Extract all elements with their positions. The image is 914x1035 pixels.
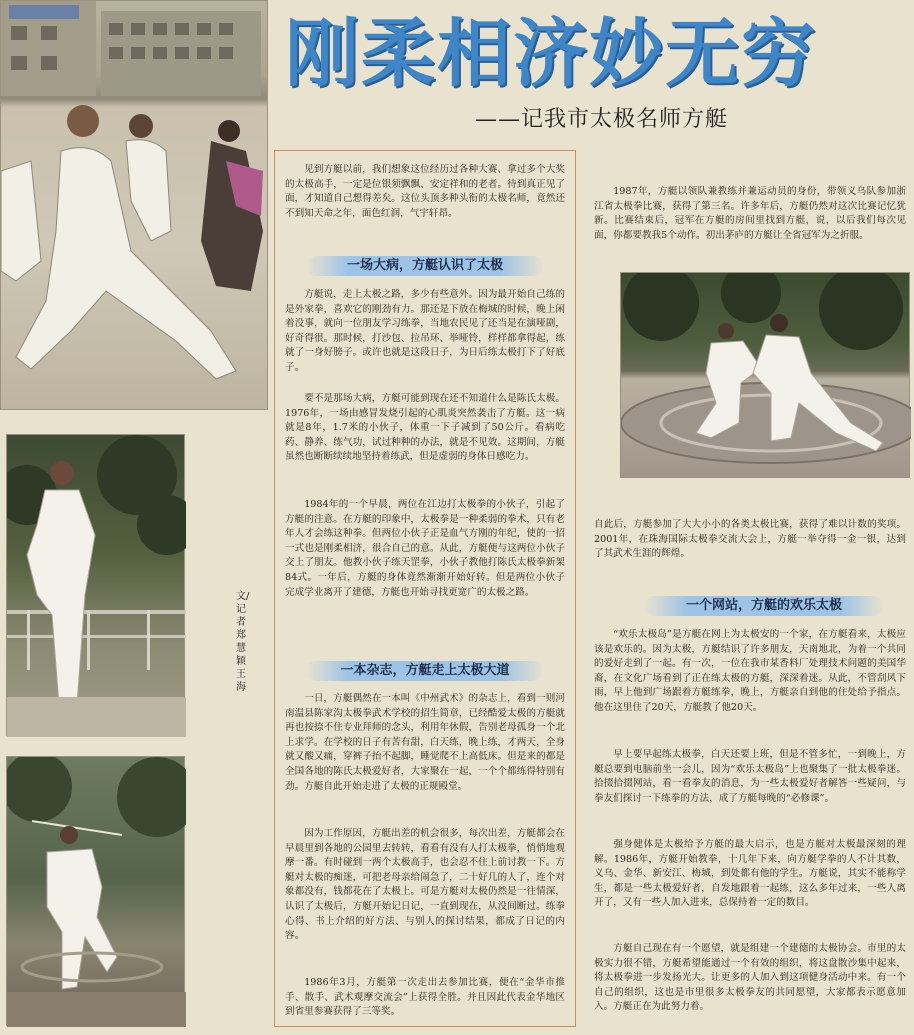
paragraph-body: 要不是那场大病，方艇可能到现在还不知道什么是陈氏太极。1976年，一场由感冒发烧引起的心肌炎突然袭击了方艇。这一病就是8年，1.7米的小伙子，体重一下子减到了50公斤。看病吃药、静养、练气功，试过种种的办法，就是不见效。这期间，方艇虽然也断断续续地坚持着练武，但是虚弱的身体日感吃力。 xyxy=(285,393,565,463)
paragraph-body: 一日，方艇偶然在一本叫《中州武术》的杂志上，看到一则河南温县陈家沟太极拳武术学校的招生简章，已经酷爱太极的方艇就再也按捺不住专业拜师的念头，利用年休假，告别老母孤身一个北上求学。在学校的日子有苦有甜，白天练，晚上练，才两天，全身就又酸又痛，穿裤子抬不起脚，睡觉爬不上高低床。但是来的都是全国各地的陈氏太极爱好者，大家聚在一起，一个个都练得特别有劲。方艇自此开始走进了太极的正规殿堂。 xyxy=(285,693,565,792)
photo-man-sword xyxy=(6,756,185,1026)
paragraph-body: 1986年3月，方艇第一次走出去参加比赛，便在“金华市推手、散手、武术观摩交流会”上获得全胜。并且因此代表金华地区到省里参赛获得了三等奖。 xyxy=(285,977,565,1018)
photo-woman-taiji xyxy=(6,434,185,736)
headline: 刚柔相济妙无穷 xyxy=(285,11,817,97)
subheadline: ——记我市太极名师方艇 xyxy=(475,107,729,132)
photo-push-hands xyxy=(620,272,910,478)
paragraph-body: 方艇说，走上太极之路，多少有些意外。因为最开始自己练的是外家拳，喜欢它的刚劲有力。那还是下放在梅城的时候，晚上闲着没事，就向一位朋友学习练拳，当地农民见了还当是在演哑剧，好奇得很。那时候，打沙包、拉吊环、举哑铃，样样都拿得起，练就了一身好膀子。或许也就是这段日子，为日后练太极打下了好底子。 xyxy=(285,289,565,373)
section-heading-website: 一个网站，方艇的欢乐太极 xyxy=(644,596,884,616)
man-sword-illustration xyxy=(7,757,186,1027)
paragraph-body: 因为工作原因，方艇出差的机会很多，每次出差，方艇都会在早晨里到各地的公园里去转转，看看有没有人打太极拳，悄悄地观摩一番。有时碰到一两个太极高手，也会忍不住上前讨教一下。方艇对太极的痴迷，可把老母亲给闹急了，二十好几的人了，连个对象都没有，钱都花在了太极上。可是方艇对太极仍然是一往情深，认识了太极后，方艇开始记日记，一直到现在，从没间断过。练拳心得、书上介绍的好方法、与别人的探讨结果，都成了日记的内容。 xyxy=(285,828,565,942)
paragraph-intro: 见到方艇以前，我们想象这位经历过各种大赛、拿过多个大奖的太极高手，一定是位银须飘飘、安定祥和的老者。待到真正见了面，才知道自己想得差矣。这位头顶多种头衔的太极名师，竟然还不到知天命之年，面色红润，气宇轩昂。 xyxy=(285,164,565,219)
paragraph-body: 自此后，方艇参加了大大小小的各类太极比赛，获得了难以计数的奖项。2001年，在珠海国际太极拳交流大会上，方艇一举夺得一金一银，达到了其武术生涯的辉煌。 xyxy=(594,519,906,560)
paragraph-body: 1984年的一个早晨，两位在江边打太极拳的小伙子，引起了方艇的注意。在方艇的印象中，太极拳是一种柔弱的拳术，只有老年人才会练这种拳。但两位小伙子正是血气方刚的年纪，使的一招一式也是刚柔相济，很合自己的意。从此，方艇便与这两位小伙子交上了朋友。他教小伙子练天罡拳，小伙子教他打陈氏太极拳新架84式。一年后，方艇的身体竟然渐渐开始好转。但是两位小伙子完成学业离开了建德，方艇也开始寻找更宽广的太极之路。 xyxy=(285,499,565,598)
section-heading-illness: 一场大病，方艇认识了太极 xyxy=(306,256,544,276)
paragraph-body: 强身健体是太极给予方艇的最大启示，也是方艇对太极最深刻的理解。1986年，方艇开始教拳，十几年下来，向方艇学拳的人不计其数，义乌、金华、新安江、梅城，到处都有他的学生。方艇说，其实不能称学生，都是一些太极爱好者，自发地跟着一起练，这么多年过来，一些人离开了，又有一些人加入进来，总保持着一定的数目。 xyxy=(594,839,906,909)
paragraph-body: “欢乐太极岛”是方艇在网上为太极安的一个家，在方艇看来，太极应该是欢乐的。因为太极，方艇结识了许多朋友，天南地北，为着一个共同的爱好走到了一起。有一次，一位在我市某香料厂处理技术问题的美国华裔，在文化广场看到了正在练太极的方艇，深深着迷。从此，不管刮风下雨，早上他到广场跟着方艇练拳，晚上，方艇亲自到他的住处给予指点。他在这里住了20天，方艇教了他20天。 xyxy=(594,629,906,713)
byline: 文/记者 郑慧颖 王海 xyxy=(236,591,250,693)
push-hands-illustration xyxy=(621,273,911,479)
group-practice-illustration xyxy=(1,1,269,411)
section-heading-magazine: 一本杂志，方艇走上太极大道 xyxy=(306,661,544,681)
woman-taiji-illustration xyxy=(7,435,186,737)
paragraph-body: 方艇自己现在有一个愿望，就是组建一个建德的太极协会。市里的太极实力很不错，方艇希望能通过一个有效的组织，将这盘散沙集中起来，将太极拳进一步发扬光大。让更多的人加入到这项健身活动中来。有一个自己的组织，这也是市里很多太极拳友的共同愿望，大家都表示愿意加入。方艇正在为此努力着。 xyxy=(594,943,906,1013)
paragraph-body: 早上要早起练太极拳，白天还要上班，但是不管多忙，一到晚上，方艇总要到电脑前坐一会儿，因为“欢乐太极岛”上也聚集了一批太极拳迷。拾掇拾掇网站，看一看拳友的消息，为一些太极爱好者解答一些疑问，与拳友们探讨一下练拳的方法，成了方艇每晚的“必修课”。 xyxy=(594,749,906,804)
photo-group-practice xyxy=(0,0,268,410)
paragraph-body: 1987年，方艇以领队兼教练并兼运动员的身份，带领义乌队参加浙江省太极拳比赛，获得了第三名。许多年后，方艇仍然对这次比赛记忆犹新。比赛结束后，冠军在方艇的房间里找到方艇，说，以后我们每次见面，你都要教我5个动作。初出茅庐的方艇让全省冠军为之折服。 xyxy=(594,186,906,241)
